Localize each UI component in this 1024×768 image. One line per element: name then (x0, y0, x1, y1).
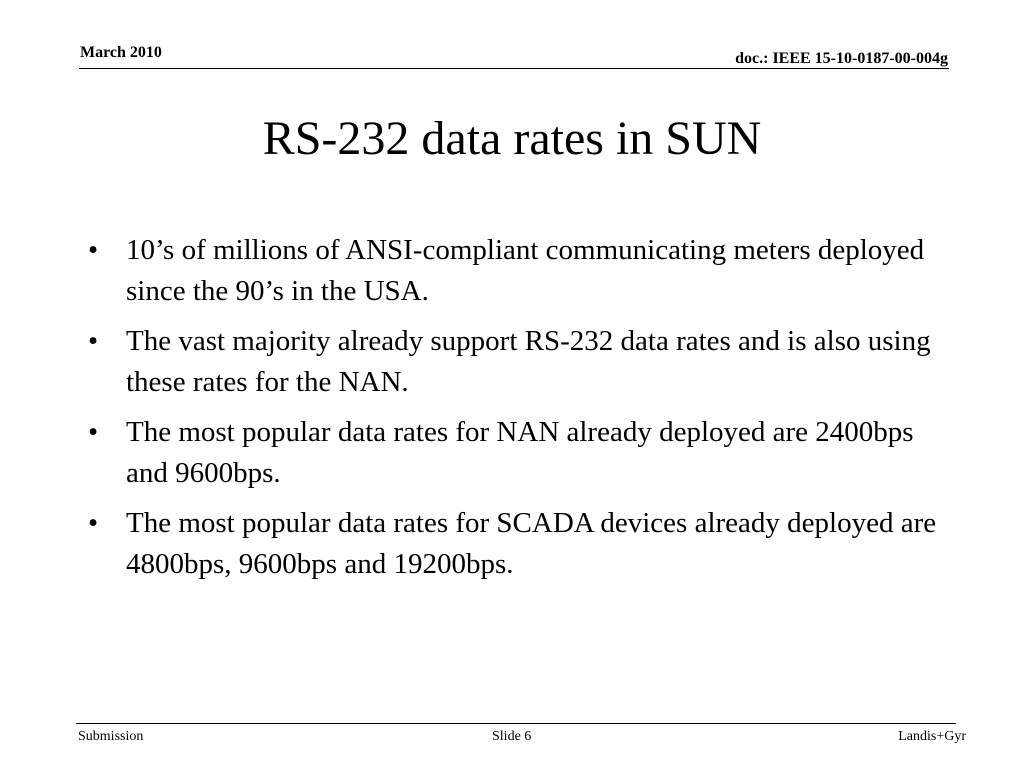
bullet-item-3 (88, 412, 948, 494)
footer-divider (76, 723, 956, 724)
header-divider (79, 68, 949, 69)
bullet-text: The most popular data rates for SCADA devices already deployed are 4800bps, 9600bps and 19200bps. (126, 507, 937, 580)
bullet-icon: • (88, 325, 99, 357)
header-date: March 2010 (80, 44, 162, 61)
document-id: doc.: IEEE 15-10-0187-00-004g (735, 50, 948, 67)
bullet-item-1 (88, 230, 948, 312)
bullet-item-4 (88, 503, 948, 585)
bullet-text: 10’s of millions of ANSI-compliant communicating meters deployed since the 90’s in the USA. (126, 234, 925, 307)
bullet-icon: • (88, 416, 99, 448)
bullet-list (88, 230, 948, 594)
footer-submission: Submission (78, 729, 144, 744)
slide-title: RS-232 data rates in SUN (262, 112, 762, 165)
bullet-text: The vast majority already support RS-232 data rates and is also using these rates for the NAN. (126, 325, 931, 398)
footer-organization: Landis+Gyr (898, 729, 966, 744)
slide-number: Slide 6 (492, 729, 532, 744)
bullet-icon: • (88, 234, 99, 266)
bullet-text: The most popular data rates for NAN already deployed are 2400bps and 9600bps. (126, 416, 914, 489)
bullet-icon: • (88, 507, 99, 539)
bullet-item-2 (88, 321, 948, 403)
